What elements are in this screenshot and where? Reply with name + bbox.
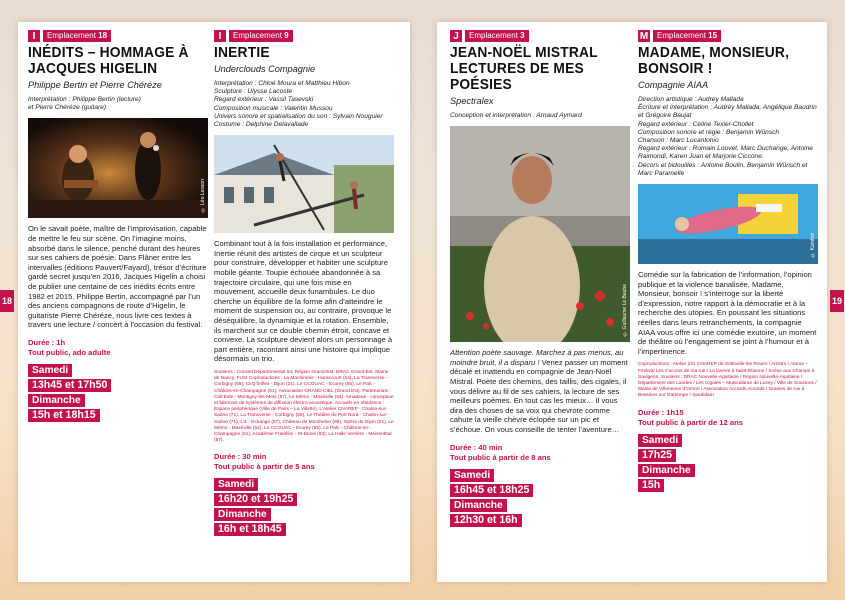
credits: Interprétation : Chloé Moura et Matthieu Hibon Sculpture : Ulysse Lacoste Regard extérieur : Vassil Tasevski Composition musicale : Valentin Mussou Univers sonore et spatialisation du son : Sylvain Nouguier Costume : Delphine Delavallade	[214, 80, 383, 129]
description-italic: Attention poète sauvage. Marchez à pas menus, au moindre bruit, il a disparu !	[450, 348, 624, 367]
company-name: Compagnie AIAA	[638, 80, 709, 90]
schedule-times: 12h30 et 16h	[450, 514, 522, 527]
credits: Interprétation : Philippe Bertin (lecture) et Pierre Chéréze (guitare)	[28, 96, 141, 112]
schedule	[214, 478, 394, 536]
duration: Durée : 1h15	[638, 407, 684, 417]
emplacement-badge: Emplacement 9	[229, 30, 293, 42]
emplacement-badge: Emplacement 18	[43, 30, 111, 42]
credits: Conception et interprétation : Arnaud Aymard	[450, 112, 582, 119]
support-text: Coproductions : Atelier 231 CNAREP de Sotteville-les Rouen / Artistro / Alarue – Festival Les z’accros de ma rue / La laverie à Saint-Étienne / Scène aux Champs à Saulgeon. Soutiens : DRAC Nouvelle-Aquitaine / Région Nouvelle-Aquitaine / Département des Landes / Les Cigales – Musicalarue de Luxey / Ville de Soustons / Mairie de Villeneuve d’Ornon / Association Accords Accords / Graines de rue à Bessines sur Gartempe / Spedidam	[638, 362, 817, 399]
page-number-right: 19	[830, 290, 844, 312]
show-info	[638, 408, 818, 428]
schedule-day: Samedi	[638, 434, 682, 447]
show-title: INERTIE	[214, 44, 270, 61]
show-letter: M	[639, 30, 649, 42]
poet-portrait-icon	[450, 126, 630, 342]
audience: Tout public à partir de 8 ans	[450, 452, 551, 462]
show-inertie	[214, 30, 394, 538]
schedule-day: Samedi	[28, 364, 72, 377]
schedule	[638, 434, 818, 492]
duration: Durée : 1h	[28, 337, 66, 347]
duration: Durée : 30 min	[214, 452, 267, 462]
show-photo	[638, 184, 818, 264]
photo-credit: © Léo Lesson	[200, 179, 206, 213]
show-photo	[450, 126, 630, 342]
schedule-times: 15h et 18h15	[28, 409, 100, 422]
support-text: Soutiens : Conseil Départemental 54, Région Grand-Est, DRAC Grand-Est, Mairie de Nancy, FUSI Coproductions : La Machinerie - Homecourt (54), La Transverse - Corbigny (58), CirQ’ônflex - Dijon (21), Le CCOUAC - Ecurey (55), Le Palc - Châlons-en-Champagne (51), Association GRAND CIEL (Grand Est). Partenariats : Cirk’Eole - Montigny-lès-Metz (57), Le Mémo - Maxéville (54). Amadeus - concepteur et fabricant de systèmes de diffusion électro-acoustique. Accueils en résidence : Espace périphérique (Ville de Paris – La Villette), L’Atelier CNAREP - Chalon-sur-Saône (71), La Transverse - Corbigny (58), Le Théâtre du Port Nord - Chalon-sur-Saône (71), L’4 - Ockange (57), Château de Monthelon (89), Opéra de Dijon (21), Le Mémo - Maxéville (54), Le CCOUAC - Ecurey (55), Le Palc - Châlons-en-Champagne (51), Académie Fratellini - St-Denis (93), La Halle Verrière - Meisenthal (57).	[214, 369, 394, 444]
show-description: Comédie sur la fabrication de l’information, l’opinion publique et la violence banalisée, Madame, Monsieur, bonsoir ! s’interroge sur la liberté d’expression, notre rapport à la démocratie et à la recherche des utopies. En poussant les situations réelles dans leurs retranchements, la compagnie AIAA vous offre ici une comédie exutoire, un moment de théâtre où l’engagement se joint à l’humour et à l’impertinence.	[638, 270, 817, 356]
page-number-left: 18	[0, 290, 14, 312]
schedule-day: Dimanche	[214, 508, 271, 521]
schedule-times: 16h45 et 18h25	[450, 484, 533, 497]
schedule-day: Samedi	[214, 478, 258, 491]
show-photo	[28, 118, 208, 218]
show-photo	[214, 135, 394, 233]
duration: Durée : 40 min	[450, 442, 503, 452]
concert-photo-icon	[28, 118, 208, 218]
emplacement-badge: Emplacement 15	[653, 30, 721, 42]
show-mistral	[450, 30, 630, 529]
show-title: INÉDITS – HOMMAGE À JACQUES HIGELIN	[28, 44, 189, 77]
schedule-times: 15h	[638, 479, 664, 492]
show-letter: I	[214, 30, 226, 42]
photo-credit: © Kamthé	[810, 233, 816, 259]
show-info	[450, 443, 630, 463]
show-description: Combinant tout à la fois installation et performance, Inertie réunit des artistes de cirque et un sculpteur pour construire, développer et habiter une sculpture mobile géante. Toupie échouée abandonnée à sa trajectoire circulaire, qui une fois mise en mouvement, accueille deux funambules. Le duo cherche un équilibre de la forme afin d’atteindre le moment de suspension ou, au contraire, provoque le déséquilibre, la dynamique et la rotation. Ensemble, ils marchent sur ce double chemin étroit, concave et convexe. La sculpture devient alors un personnage à part entière, racontant ainsi une histoire qui implique désormais un trio.	[214, 239, 393, 364]
show-letter: I	[28, 30, 40, 42]
show-title: JEAN-NOËL MISTRAL LECTURES DE MES POÉSIES	[450, 44, 598, 93]
schedule-day: Dimanche	[28, 394, 85, 407]
show-madame-monsieur	[638, 30, 818, 494]
show-info	[28, 338, 208, 358]
audience: Tout public, ado adulte	[28, 347, 111, 357]
emplacement-badge: Emplacement 3	[465, 30, 529, 42]
schedule	[450, 469, 630, 527]
company-name: Philippe Bertin et Pierre Chéréze	[28, 80, 162, 90]
company-name: Spectralex	[450, 96, 494, 106]
photo-credit: © Guillaume Le Baube	[622, 283, 628, 337]
show-description: On le savait poète, maître de l’improvisation, capable de mettre le feu sur scène. On l’imagine moins, absorbé dans le silence, penché durant des heures sur ses cahiers de poésie. Dans Flâner entre les intervalles (éditions Pauvert/Fayard), trésor d’écriture gardé secret jusqu’en 2016, Jacques Higelin a choisi de publier une centaine de ces inédits écrits entre 1982 et 2015. Philippe Bertin, accompagné par l’un des anciens compagnons de route d’Higelin, le guitariste Pierre Chéréze, nous livre ces textes à travers une lecture / concert à l’occasion du festival.	[28, 224, 207, 330]
schedule-times: 16h et 18h45	[214, 523, 286, 536]
company-name: Underclouds Compagnie	[214, 64, 316, 74]
schedule-day: Dimanche	[450, 499, 507, 512]
audience: Tout public à partir de 5 ans	[214, 462, 315, 472]
show-letter: J	[450, 30, 462, 42]
show-inedits	[28, 30, 208, 424]
schedule-times: 16h20 et 19h25	[214, 493, 297, 506]
acrobat-photo-icon	[214, 135, 394, 233]
schedule-times: 13h45 et 17h50	[28, 379, 111, 392]
show-info	[214, 452, 394, 472]
audience: Tout public à partir de 12 ans	[638, 417, 743, 427]
show-description: Attention poète sauvage. Marchez à pas menus, au moindre bruit, il a disparu ! Venez passer un moment décalé et inattendu en compagnie de Jean-Noël Mistral. Poète des chemins, des taillis, des cigales, il vous délivre au fil de ses cahiers, la lecture de ses meilleurs poèmes. En tout cas les mieux… Il vous dira des choses de sa voix qui chevrote comme cahute la vieille chèvre éclopée sur un pic et s’échoue. On vous conseille de tenter l’aventure…	[450, 348, 628, 434]
credits: Direction artistique : Audrey Mallada Écriture et interprétation : Audrey Mallada, Angélique Baudrin et Grégoire Baujat Regard extérieur : Céline Texier-Chollet Composition sonore et régie : Benjamin Wünsch Chanson : Marc Lucantonio Regard extérieur : Romain Louvet, Marc Duchange, Antoine Raimondi, Karen Juan et Marjorie Ciccone. Décors et bidouilles : Antoine Boulin, Benjamin Wünsch et Marc Paramelle	[638, 96, 817, 177]
schedule-day: Samedi	[450, 469, 494, 482]
schedule	[28, 364, 208, 422]
flying-actor-photo-icon	[638, 184, 818, 264]
show-title: MADAME, MONSIEUR, BONSOIR !	[638, 44, 790, 77]
schedule-times: 17h25	[638, 449, 676, 462]
schedule-day: Dimanche	[638, 464, 695, 477]
